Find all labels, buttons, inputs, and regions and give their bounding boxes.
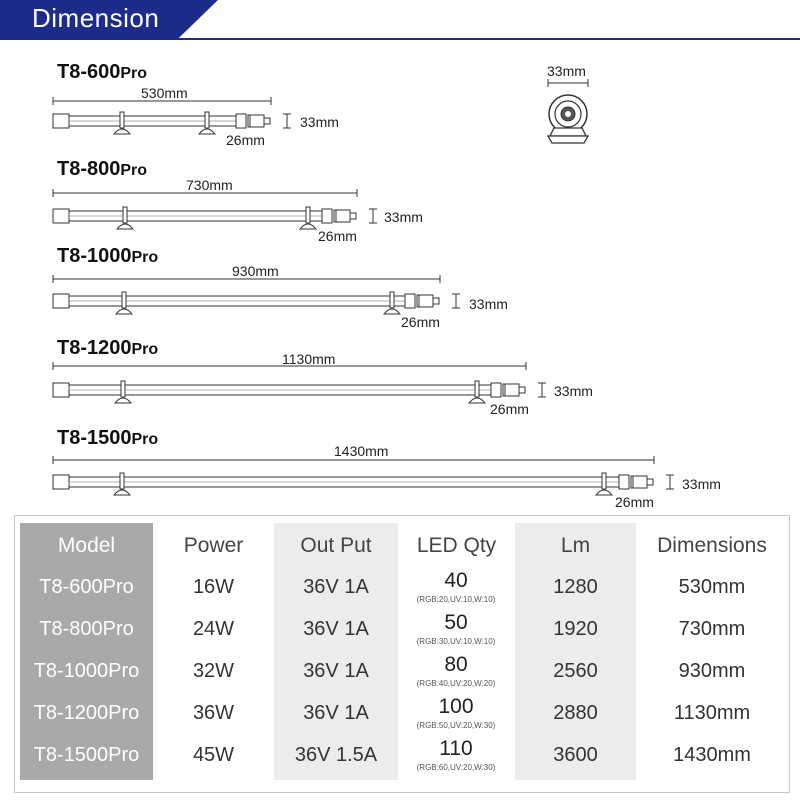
lamp-end-length: 26mm bbox=[226, 132, 265, 148]
table-cell-lm: 3600 bbox=[553, 744, 598, 766]
table-cell-power: 24W bbox=[192, 618, 235, 640]
header-power: Power bbox=[183, 534, 244, 557]
lamp-suffix: Pro bbox=[131, 249, 159, 266]
lamp-model-name bbox=[57, 245, 158, 268]
lamp-name: T8-1200 bbox=[57, 337, 132, 359]
table-cell-lm: 2560 bbox=[553, 660, 598, 682]
lamp-name: T8-1500 bbox=[57, 427, 132, 449]
table-cell-led-qty: 40 bbox=[444, 569, 468, 592]
lamp-diameter: 33mm bbox=[300, 114, 339, 130]
header-led-qty: LED Qty bbox=[416, 534, 497, 557]
lamp-end-length: 26mm bbox=[490, 401, 529, 417]
header-model: Model bbox=[57, 534, 116, 557]
table-cell-model: T8-600Pro bbox=[39, 576, 134, 598]
table-cell-dimensions: 1130mm bbox=[673, 702, 751, 724]
table-cell-model: T8-1200Pro bbox=[33, 702, 140, 724]
lamp-suffix: Pro bbox=[120, 65, 148, 82]
table-cell-led-detail: (RGB:60,UV:20,W:30) bbox=[416, 763, 496, 772]
lamp-end-length: 26mm bbox=[615, 494, 654, 510]
lamp-suffix: Pro bbox=[131, 341, 159, 358]
lamp-tube-drawing bbox=[53, 362, 546, 403]
table-cell-dimensions: 530mm bbox=[678, 576, 746, 598]
lamp-suffix: Pro bbox=[131, 431, 159, 448]
lamp-diameter: 33mm bbox=[384, 209, 423, 225]
table-cell-lm: 2880 bbox=[553, 702, 598, 724]
lamp-name: T8-1000 bbox=[57, 245, 132, 267]
lamp-model-name bbox=[57, 158, 147, 181]
lamp-tube-drawing bbox=[53, 189, 377, 229]
table-cell-power: 16W bbox=[192, 576, 235, 598]
lamp-name: T8-800 bbox=[57, 158, 121, 180]
lamp-model-name bbox=[57, 427, 158, 450]
table-cell-led-qty: 80 bbox=[444, 653, 468, 676]
table-cell-output: 36V 1.5A bbox=[294, 744, 378, 766]
lm-column-shade bbox=[515, 523, 636, 780]
table-cell-led-detail: (RGB:50,UV:20,W:30) bbox=[416, 721, 496, 730]
end-view-diameter: 33mm bbox=[547, 63, 586, 79]
table-cell-led-qty: 100 bbox=[438, 695, 474, 718]
table-cell-output: 36V 1A bbox=[303, 660, 369, 682]
lamp-model-name bbox=[57, 61, 147, 84]
page-title: Dimension bbox=[32, 3, 160, 33]
lamp-length: 730mm bbox=[186, 177, 233, 193]
lamp-name: T8-600 bbox=[57, 61, 121, 83]
table-cell-led-qty: 110 bbox=[439, 737, 473, 760]
table-cell-lm: 1280 bbox=[553, 576, 598, 598]
table-cell-lm: 1920 bbox=[553, 618, 598, 640]
header-output: Out Put bbox=[300, 534, 372, 557]
lamp-suffix: Pro bbox=[120, 162, 148, 179]
table-cell-led-qty: 50 bbox=[444, 611, 468, 634]
lamp-length: 1430mm bbox=[334, 443, 389, 459]
lamp-diameter: 33mm bbox=[682, 476, 721, 492]
lamp-diameter: 33mm bbox=[469, 296, 508, 312]
table-cell-output: 36V 1A bbox=[303, 576, 369, 598]
table-cell-led-detail: (RGB:20,UV:10,W:10) bbox=[416, 595, 496, 604]
table-cell-model: T8-1000Pro bbox=[33, 660, 140, 682]
end-view-icon bbox=[548, 79, 588, 143]
lamp-length: 1130mm bbox=[282, 351, 336, 367]
lamp-end-length: 26mm bbox=[401, 314, 440, 330]
lamp-diameter: 33mm bbox=[554, 383, 593, 399]
table-cell-led-detail: (RGB:40,UV:20,W:20) bbox=[416, 679, 496, 688]
lamp-tube-drawing bbox=[53, 456, 674, 495]
table-cell-model: T8-1500Pro bbox=[33, 744, 140, 766]
table-cell-dimensions: 930mm bbox=[678, 660, 746, 682]
table-cell-led-detail: (RGB:30,UV:10,W:10) bbox=[416, 637, 496, 646]
table-cell-dimensions: 1430mm bbox=[673, 744, 751, 766]
model-column-shade bbox=[20, 523, 153, 780]
lamp-end-length: 26mm bbox=[318, 228, 357, 244]
table-cell-model: T8-800Pro bbox=[39, 618, 134, 640]
lamp-length: 530mm bbox=[141, 85, 188, 101]
lamp-model-name bbox=[57, 337, 158, 360]
lamp-tube-drawing bbox=[53, 97, 291, 134]
table-cell-power: 45W bbox=[192, 744, 235, 766]
header-lm: Lm bbox=[560, 534, 591, 557]
table-cell-output: 36V 1A bbox=[303, 702, 369, 724]
output-column-shade bbox=[274, 523, 398, 780]
table-cell-dimensions: 730mm bbox=[678, 618, 746, 640]
header-dimensions: Dimensions bbox=[657, 534, 767, 557]
table-cell-power: 32W bbox=[192, 660, 235, 682]
table-cell-output: 36V 1A bbox=[303, 618, 369, 640]
lamp-tube-drawing bbox=[53, 275, 460, 314]
table-cell-power: 36W bbox=[192, 702, 235, 724]
lamp-length: 930mm bbox=[232, 263, 279, 279]
